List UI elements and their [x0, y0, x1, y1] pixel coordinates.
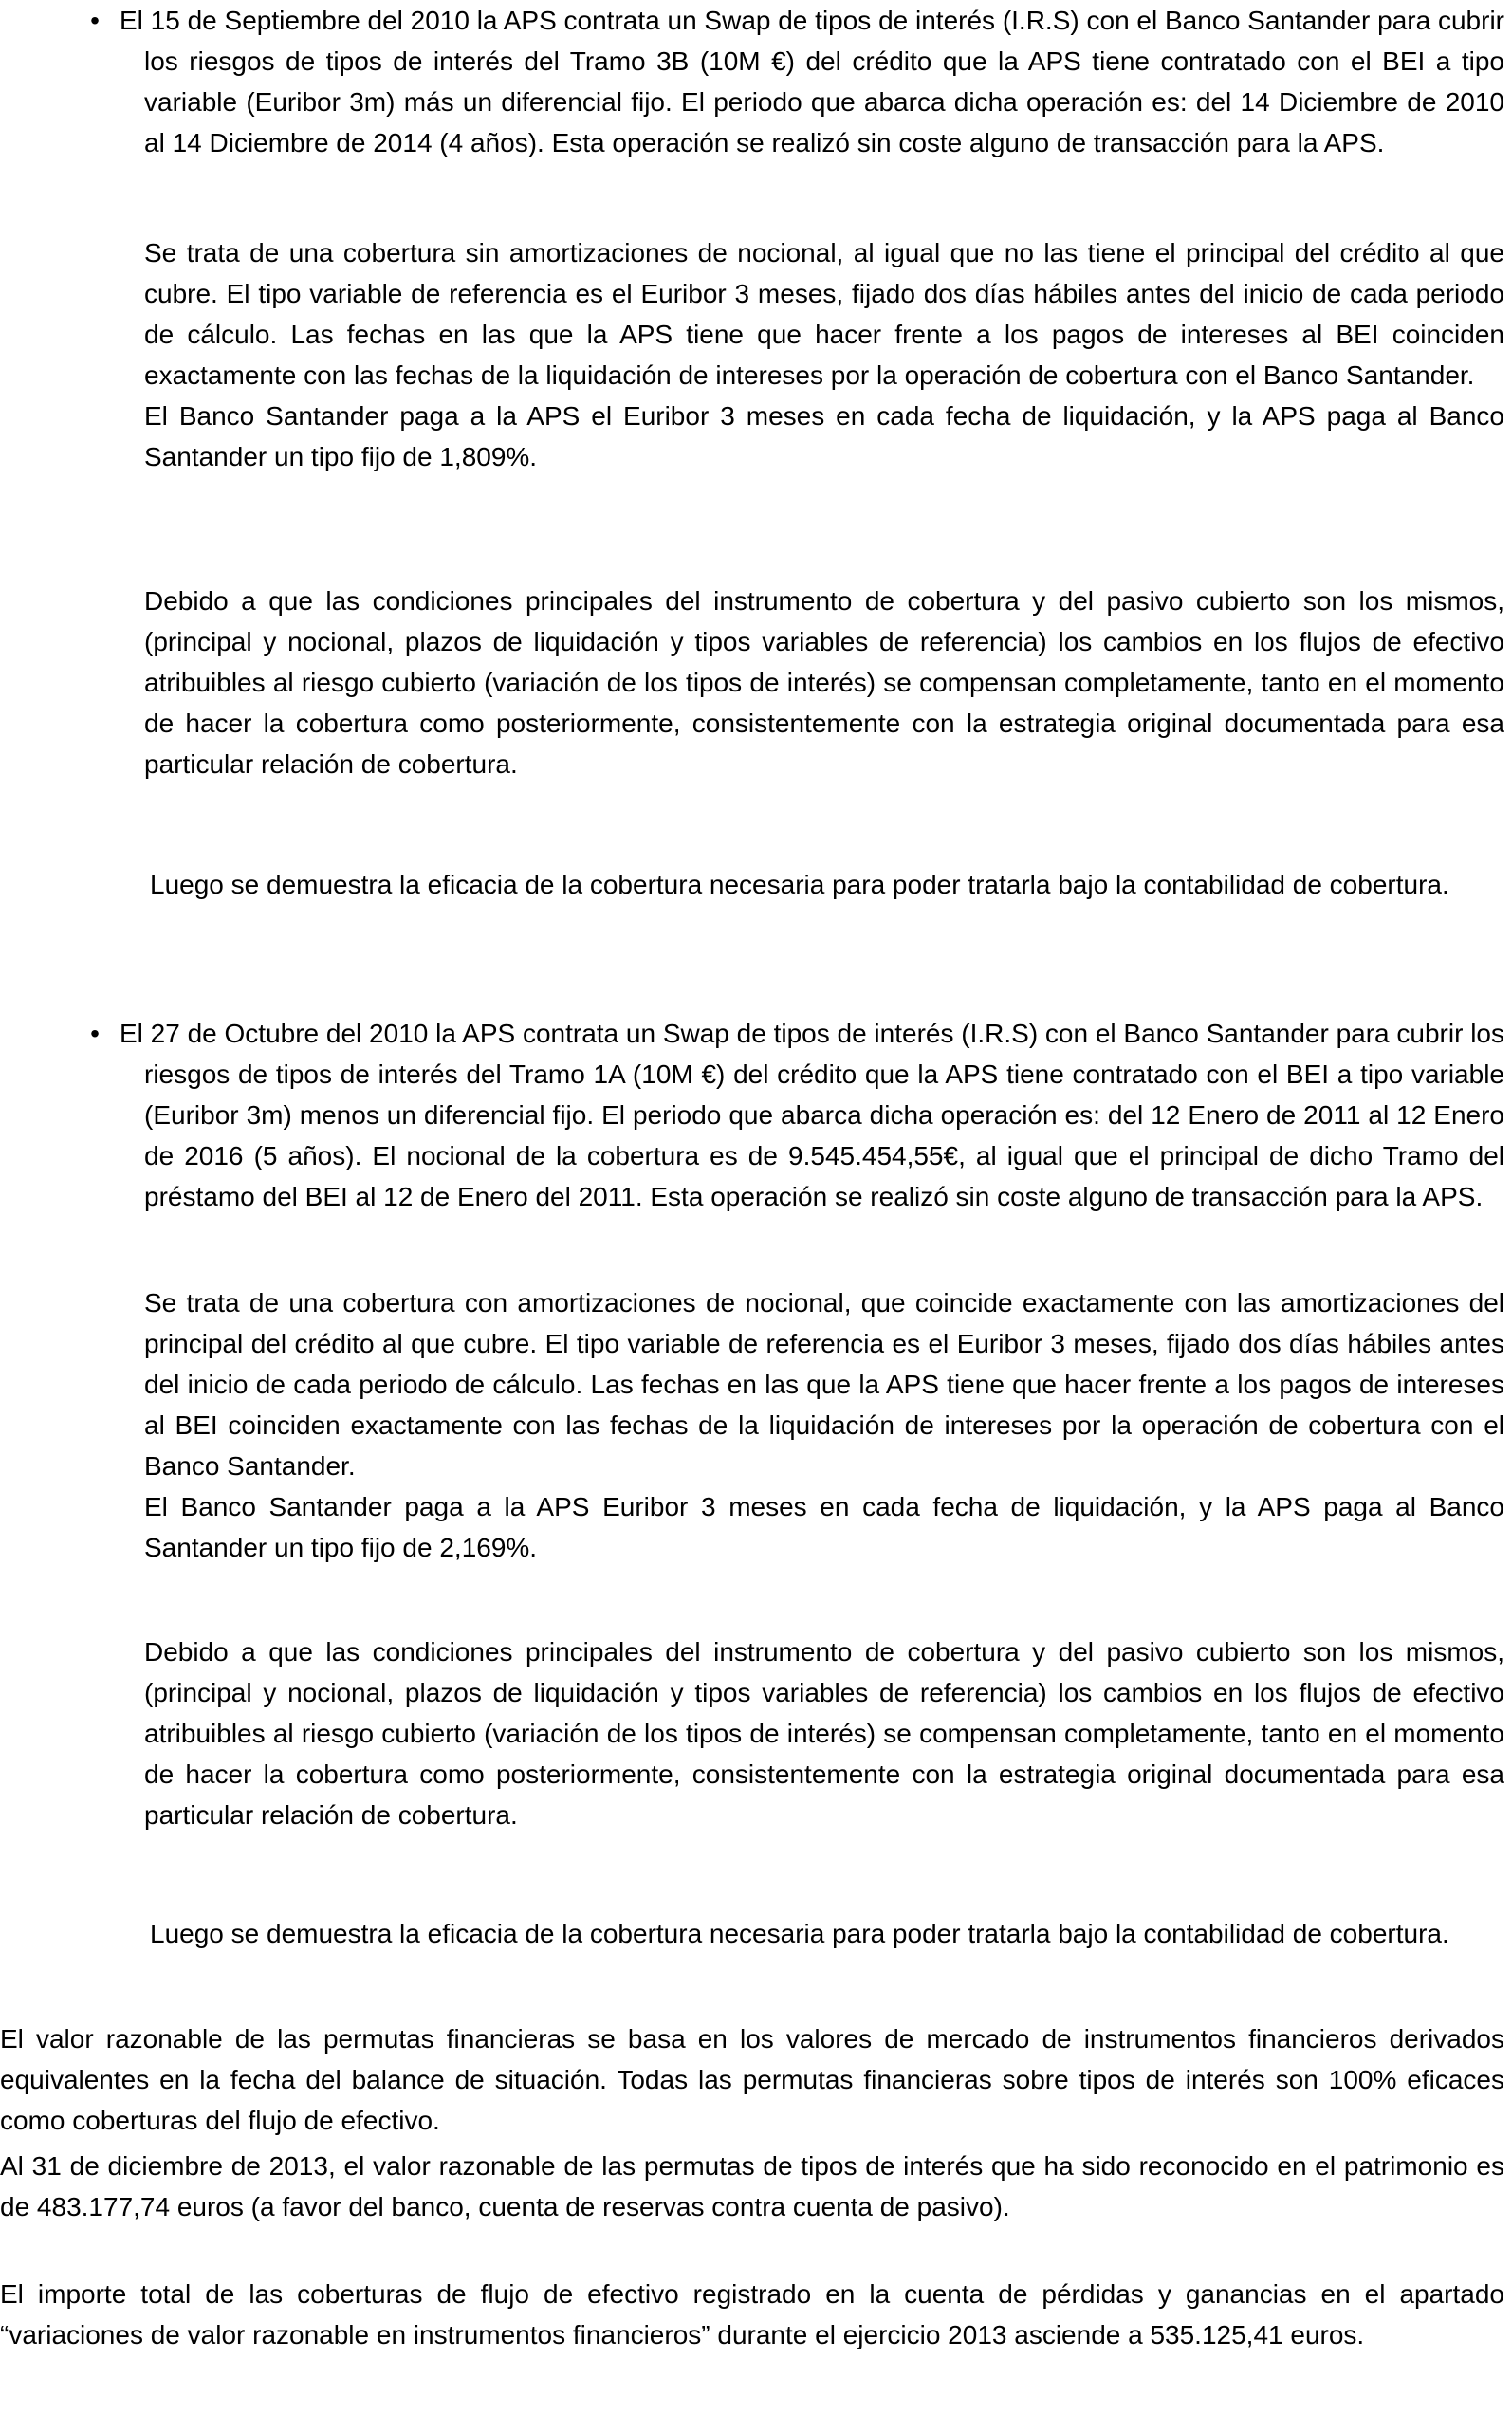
- total-paragraph: El importe total de las coberturas de flujo de efectivo registrado en la cuenta de pérdidas y ganancias en el apartado “variaciones de valor razonable en instrumentos financieros” durante el ejercicio 2013 asciende a 535.125,41 euros.: [0, 2279, 1504, 2349]
- swap-item-2-conditions-block: [0, 1631, 1504, 1835]
- swap-item-1-efficacy-block: [0, 864, 1504, 905]
- fair-value-paragraph: El valor razonable de las permutas financieras se basa en los valores de mercado de instrumentos financieros derivados equivalentes en la fecha del balance de situación. Todas las permutas financieras sobre tipos de interés son 100% eficaces como coberturas del flujo de efectivo.: [0, 2024, 1504, 2135]
- swap-item-2-description-block: [0, 1282, 1504, 1568]
- swap-item-2-efficacy-block: [0, 1913, 1504, 1954]
- swap-item-1-conditions-block: [0, 580, 1504, 784]
- swap-item-1-conditions: Debido a que las condiciones principales del instrumento de cobertura y del pasivo cubierto son los mismos, (principal y nocional, plazos de liquidación y tipos variables de referencia) los cambios en los flujos de efectivo atribuibles al riesgo cubierto (variación de los tipos de interés) se compensan completamente, tanto en el momento de hacer la cobertura como posteriormente, consistentemente con la estrategia original documentada para esa particular relación de cobertura.: [144, 586, 1504, 779]
- year-end-paragraph: Al 31 de diciembre de 2013, el valor razonable de las permutas de tipos de interés que ha sido reconocido en el patrimonio es de 483.177,74 euros (a favor del banco, cuenta de reservas contra cuenta de pasivo).: [0, 2151, 1504, 2221]
- swap-item-1-intro: El 15 de Septiembre del 2010 la APS contrata un Swap de tipos de interés (I.R.S) con el Banco Santander para cubrir los riesgos de tipos de interés del Tramo 3B (10M €) del crédito que la APS tiene contratado con el BEI a tipo variable (Euribor 3m) más un diferencial fijo. El periodo que abarca dicha operación es: del 14 Diciembre de 2010 al 14 Diciembre de 2014 (4 años). Esta operación se realizó sin coste alguno de transacción para la APS.: [120, 6, 1504, 157]
- fair-value-block: [0, 2018, 1504, 2141]
- bullet-icon: •: [90, 6, 100, 35]
- swap-item-1-description-block: [0, 232, 1504, 477]
- swap-item-1: [0, 0, 1504, 163]
- swap-item-2-intro-block: [0, 1013, 1504, 1217]
- year-end-block: [0, 2146, 1504, 2227]
- swap-item-2-conditions: Debido a que las condiciones principales del instrumento de cobertura y del pasivo cubierto son los mismos, (principal y nocional, plazos de liquidación y tipos variables de referencia) los cambios en los flujos de efectivo atribuibles al riesgo cubierto (variación de los tipos de interés) se compensan completamente, tanto en el momento de hacer la cobertura como posteriormente, consistentemente con la estrategia original documentada para esa particular relación de cobertura.: [144, 1637, 1504, 1830]
- swap-item-2-intro: El 27 de Octubre del 2010 la APS contrata un Swap de tipos de interés (I.R.S) con el Banco Santander para cubrir los riesgos de tipos de interés del Tramo 1A (10M €) del crédito que la APS tiene contratado con el BEI a tipo variable (Euribor 3m) menos un diferencial fijo. El periodo que abarca dicha operación es: del 12 Enero de 2011 al 12 Enero de 2016 (5 años). El nocional de la cobertura es de 9.545.454,55€, al igual que el principal de dicho Tramo del préstamo del BEI al 12 de Enero del 2011. Esta operación se realizó sin coste alguno de transacción para la APS.: [120, 1019, 1504, 1211]
- total-block: [0, 2274, 1504, 2355]
- swap-item-1-intro-block: [0, 0, 1504, 163]
- swap-item-1-payment: El Banco Santander paga a la APS el Euribor 3 meses en cada fecha de liquidación, y la APS paga al Banco Santander un tipo fijo de 1,809%.: [144, 401, 1504, 471]
- swap-item-2-description: Se trata de una cobertura con amortizaciones de nocional, que coincide exactamente con las amortizaciones del principal del crédito al que cubre. El tipo variable de referencia es el Euribor 3 meses, fijado dos días hábiles antes del inicio de cada periodo de cálculo. Las fechas en las que la APS tiene que hacer frente a los pagos de intereses al BEI coinciden exactamente con las fechas de la liquidación de intereses por la operación de cobertura con el Banco Santander.: [144, 1288, 1504, 1481]
- bullet-icon: •: [90, 1019, 100, 1048]
- swap-item-2-efficacy: Luego se demuestra la eficacia de la cobertura necesaria para poder tratarla bajo la contabilidad de cobertura.: [150, 1919, 1449, 1948]
- swap-item-1-efficacy: Luego se demuestra la eficacia de la cobertura necesaria para poder tratarla bajo la contabilidad de cobertura.: [150, 870, 1449, 899]
- swap-item-1-description: Se trata de una cobertura sin amortizaciones de nocional, al igual que no las tiene el principal del crédito al que cubre. El tipo variable de referencia es el Euribor 3 meses, fijado dos días hábiles antes del inicio de cada periodo de cálculo. Las fechas en las que la APS tiene que hacer frente a los pagos de intereses al BEI coinciden exactamente con las fechas de la liquidación de intereses por la operación de cobertura con el Banco Santander.: [144, 238, 1504, 390]
- swap-item-2: [0, 1013, 1504, 1217]
- swap-item-2-payment: El Banco Santander paga a la APS Euribor 3 meses en cada fecha de liquidación, y la APS paga al Banco Santander un tipo fijo de 2,169%.: [144, 1492, 1504, 1562]
